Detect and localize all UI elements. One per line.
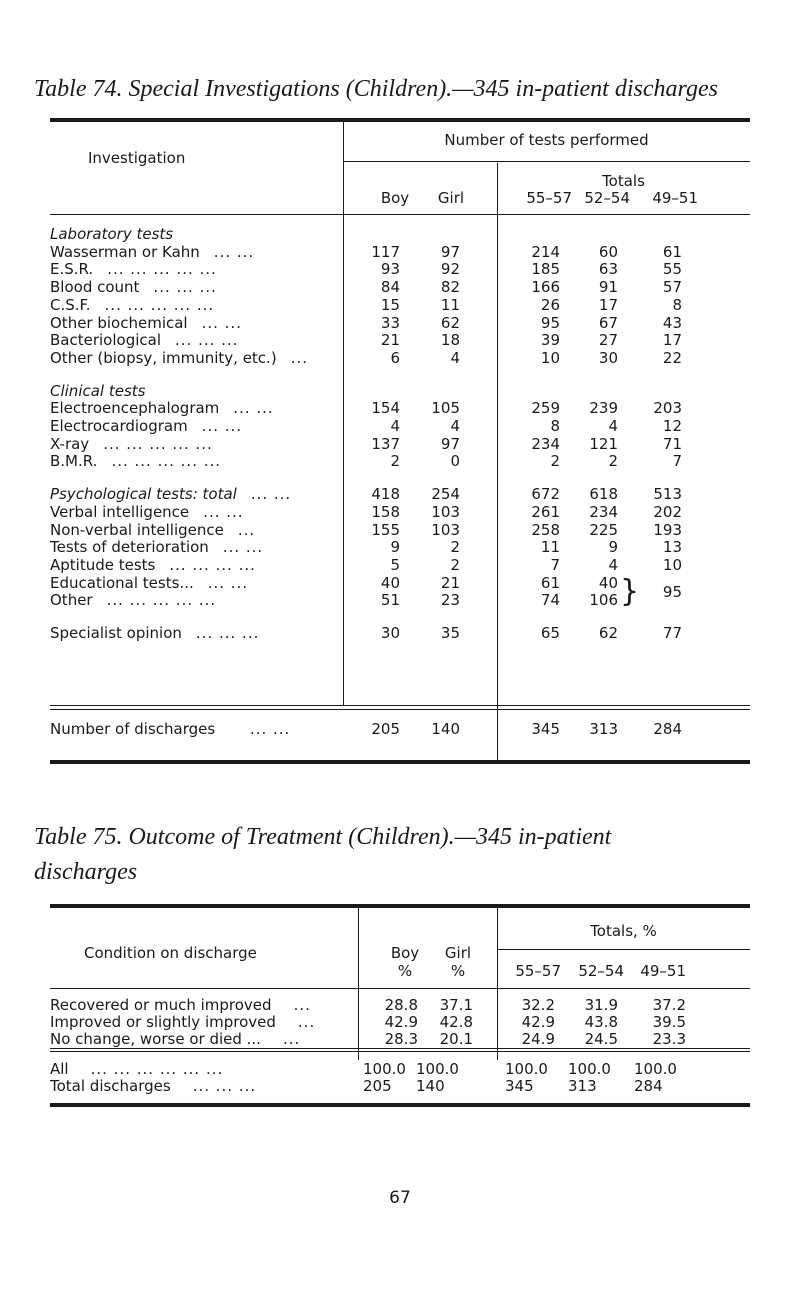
y2-value: 62 — [598, 624, 618, 643]
number-of-tests-header: Number of tests performed — [444, 131, 649, 149]
y3-value: 13 — [662, 538, 682, 557]
girl-value: 2 — [450, 538, 460, 557]
row-label: Blood count ... ... ... — [50, 278, 217, 297]
row-label: Verbal intelligence ... ... — [50, 502, 244, 521]
footer-boy: 205 — [371, 720, 400, 738]
girl-value: 21 — [440, 573, 460, 592]
table75-title-line1: Table 75. Outcome of Treatment (Children).—345 in-patient — [34, 824, 612, 850]
girl-value: 103 — [431, 502, 460, 521]
y2-header: 52–54 — [584, 189, 630, 207]
y2-value: 234 — [589, 502, 618, 521]
y1-value: 259 — [531, 399, 560, 418]
girl-value: 20.1 — [439, 1030, 473, 1048]
boy-header-75: Boy — [390, 944, 420, 962]
y3-value: 203 — [653, 399, 682, 418]
table75-top-rule — [50, 904, 750, 908]
boy-value: 51 — [380, 591, 400, 610]
table74-title: Table 74. Special Investigations (Children).—345 in-patient discharges — [34, 76, 718, 102]
y3-value: 100.0 — [634, 1060, 677, 1078]
footer-girl: 140 — [431, 720, 460, 738]
y3-value: 37.2 — [652, 996, 686, 1014]
girl-value: 100.0 — [416, 1060, 459, 1078]
girl-value: 105 — [431, 399, 460, 418]
y1-value: 166 — [531, 278, 560, 297]
y2-value: 24.5 — [584, 1030, 618, 1048]
y3-value: 39.5 — [652, 1013, 686, 1031]
y3-value: 22 — [662, 348, 682, 367]
y3-value: 23.3 — [652, 1030, 686, 1048]
y2-value: 17 — [598, 295, 618, 314]
section-heading: Laboratory tests — [50, 225, 174, 243]
girl-value: 35 — [440, 624, 460, 643]
row-label: Electroencephalogram ... ... — [50, 399, 274, 418]
y1-header-75: 55–57 — [515, 962, 561, 980]
row-label: Wasserman or Kahn ... ... — [50, 242, 255, 261]
row-label: All ... ... ... ... ... ... — [50, 1060, 224, 1078]
y2-value: 313 — [568, 1077, 597, 1095]
table74-totals-divider — [497, 163, 498, 763]
footer-y1: 345 — [531, 720, 560, 738]
y1-value: 100.0 — [505, 1060, 548, 1078]
boy-value: 84 — [380, 278, 400, 297]
y3-value: 8 — [672, 295, 682, 314]
y1-value: 672 — [531, 485, 560, 504]
condition-header: Condition on discharge — [84, 944, 257, 962]
boy-value: 2 — [390, 452, 400, 471]
y1-value: 95 — [540, 313, 560, 332]
totals-pct-header: Totals, % — [590, 922, 657, 940]
row-label: C.S.F. ... ... ... ... ... — [50, 295, 215, 314]
boy-value: 418 — [371, 485, 400, 504]
y1-header: 55–57 — [526, 189, 572, 207]
boy-value: 154 — [371, 399, 400, 418]
boy-value: 40 — [380, 573, 400, 592]
y2-value: 618 — [589, 485, 618, 504]
girl-value: 4 — [450, 348, 460, 367]
y1-value: 345 — [505, 1077, 534, 1095]
boy-value: 15 — [380, 295, 400, 314]
y2-header-75: 52–54 — [578, 962, 624, 980]
y1-value: 26 — [540, 295, 560, 314]
footer-y3: 284 — [653, 720, 682, 738]
y3-value: 202 — [653, 502, 682, 521]
girl-value: 140 — [416, 1077, 445, 1095]
boy-value: 30 — [380, 624, 400, 643]
boy-header: Boy — [380, 189, 410, 207]
girl-pct: % — [450, 962, 466, 980]
row-label: Aptitude tests ... ... ... ... — [50, 555, 256, 574]
girl-value: 82 — [440, 278, 460, 297]
section-heading: Clinical tests — [50, 381, 146, 400]
boy-value: 155 — [371, 520, 400, 539]
row-label: Other biochemical ... ... — [50, 313, 242, 332]
y2-value: 40 — [598, 573, 618, 592]
girl-value: 92 — [440, 260, 460, 279]
boy-pct: % — [397, 962, 413, 980]
y2-value: 121 — [589, 434, 618, 453]
boy-value: 205 — [363, 1077, 392, 1095]
y1-value: 185 — [531, 260, 560, 279]
girl-value: 42.8 — [439, 1013, 473, 1031]
row-label: Improved or slightly improved ... — [50, 1013, 316, 1031]
y3-value: 193 — [653, 520, 682, 539]
y2-value: 31.9 — [584, 996, 618, 1014]
y1-value: 74 — [540, 591, 560, 610]
girl-value: 37.1 — [439, 996, 473, 1014]
row-label: Other (biopsy, immunity, etc.) ... — [50, 348, 308, 367]
y3-value: 57 — [662, 278, 682, 297]
y1-value: 10 — [540, 348, 560, 367]
girl-value: 23 — [440, 591, 460, 610]
girl-value: 254 — [431, 485, 460, 504]
row-label: Tests of deterioration ... ... — [50, 538, 264, 557]
boy-value: 158 — [371, 502, 400, 521]
row-label: E.S.R. ... ... ... ... ... — [50, 260, 217, 279]
y1-value: 261 — [531, 502, 560, 521]
boy-value: 28.8 — [384, 996, 418, 1014]
y2-value: 30 — [598, 348, 618, 367]
row-label: Other ... ... ... ... ... — [50, 591, 217, 610]
boy-value: 6 — [390, 348, 400, 367]
y3-value: 10 — [662, 555, 682, 574]
girl-value: 4 — [450, 417, 460, 436]
row-label: No change, worse or died ... ... — [50, 1030, 301, 1048]
y2-value: 27 — [598, 331, 618, 350]
y3-header: 49–51 — [652, 189, 698, 207]
y3-value: 17 — [662, 331, 682, 350]
y1-value: 65 — [540, 624, 560, 643]
footer-y2: 313 — [589, 720, 618, 738]
y1-value: 2 — [550, 452, 560, 471]
y3-value: 513 — [653, 485, 682, 504]
boy-value: 28.3 — [384, 1030, 418, 1048]
boy-value: 33 — [380, 313, 400, 332]
bracket-value: 95 — [662, 582, 682, 601]
boy-value: 100.0 — [363, 1060, 406, 1078]
row-label: Electrocardiogram ... ... — [50, 417, 243, 436]
row-label: Specialist opinion ... ... ... — [50, 624, 260, 643]
boy-value: 42.9 — [384, 1013, 418, 1031]
y2-value: 91 — [598, 278, 618, 297]
table75-title-line2: discharges — [34, 859, 138, 885]
table75-bottom-rule — [50, 1103, 750, 1107]
y1-value: 11 — [540, 538, 560, 557]
y2-value: 63 — [598, 260, 618, 279]
y2-value: 225 — [589, 520, 618, 539]
table74-divider — [343, 122, 344, 705]
y3-value: 12 — [662, 417, 682, 436]
girl-value: 2 — [450, 555, 460, 574]
y3-value: 7 — [672, 452, 682, 471]
y3-value: 77 — [662, 624, 682, 643]
y3-value: 71 — [662, 434, 682, 453]
row-label: Recovered or much improved ... — [50, 996, 311, 1014]
girl-value: 97 — [440, 434, 460, 453]
totals-header: Totals — [602, 172, 645, 190]
y1-value: 7 — [550, 555, 560, 574]
y2-value: 60 — [598, 242, 618, 261]
y3-value: 61 — [662, 242, 682, 261]
boy-value: 93 — [380, 260, 400, 279]
y2-value: 106 — [589, 591, 618, 610]
table74-top-rule — [50, 118, 750, 122]
boy-value: 117 — [371, 242, 400, 261]
y3-value: 43 — [662, 313, 682, 332]
page-number: 67 — [389, 1188, 411, 1208]
y3-value: 284 — [634, 1077, 663, 1095]
girl-value: 11 — [440, 295, 460, 314]
girl-value: 18 — [440, 331, 460, 350]
y1-value: 61 — [540, 573, 560, 592]
girl-value: 103 — [431, 520, 460, 539]
row-label: Non-verbal intelligence ... — [50, 520, 256, 539]
y1-value: 8 — [550, 417, 560, 436]
row-label: X-ray ... ... ... ... ... — [50, 434, 213, 453]
y2-value: 4 — [608, 555, 618, 574]
y1-value: 258 — [531, 520, 560, 539]
boy-value: 5 — [390, 555, 400, 574]
row-label: Educational tests... ... ... — [50, 573, 249, 592]
y1-value: 39 — [540, 331, 560, 350]
y2-value: 2 — [608, 452, 618, 471]
boy-value: 21 — [380, 331, 400, 350]
y1-value: 234 — [531, 434, 560, 453]
row-label: Bacteriological ... ... ... — [50, 331, 239, 350]
y1-value: 214 — [531, 242, 560, 261]
footer-label: Number of discharges ... ... — [50, 720, 291, 738]
y2-value: 239 — [589, 399, 618, 418]
boy-value: 4 — [390, 417, 400, 436]
boy-value: 137 — [371, 434, 400, 453]
girl-value: 97 — [440, 242, 460, 261]
row-label: B.M.R. ... ... ... ... ... — [50, 452, 222, 471]
bracket-icon: } — [620, 573, 640, 609]
girl-value: 62 — [440, 313, 460, 332]
y2-value: 100.0 — [568, 1060, 611, 1078]
table74-bottom-rule — [50, 760, 750, 764]
y1-value: 32.2 — [521, 996, 555, 1014]
y2-value: 4 — [608, 417, 618, 436]
y2-value: 67 — [598, 313, 618, 332]
boy-value: 9 — [390, 538, 400, 557]
girl-value: 0 — [450, 452, 460, 471]
y2-value: 9 — [608, 538, 618, 557]
row-label: Total discharges ... ... ... — [50, 1077, 257, 1095]
row-label: Psychological tests: total ... ... — [50, 485, 292, 504]
girl-header: Girl — [437, 189, 465, 207]
investigation-header: Investigation — [88, 149, 186, 167]
girl-header-75: Girl — [444, 944, 472, 962]
y3-header-75: 49–51 — [640, 962, 686, 980]
y2-value: 43.8 — [584, 1013, 618, 1031]
y1-value: 42.9 — [521, 1013, 555, 1031]
y1-value: 24.9 — [521, 1030, 555, 1048]
y3-value: 55 — [662, 260, 682, 279]
